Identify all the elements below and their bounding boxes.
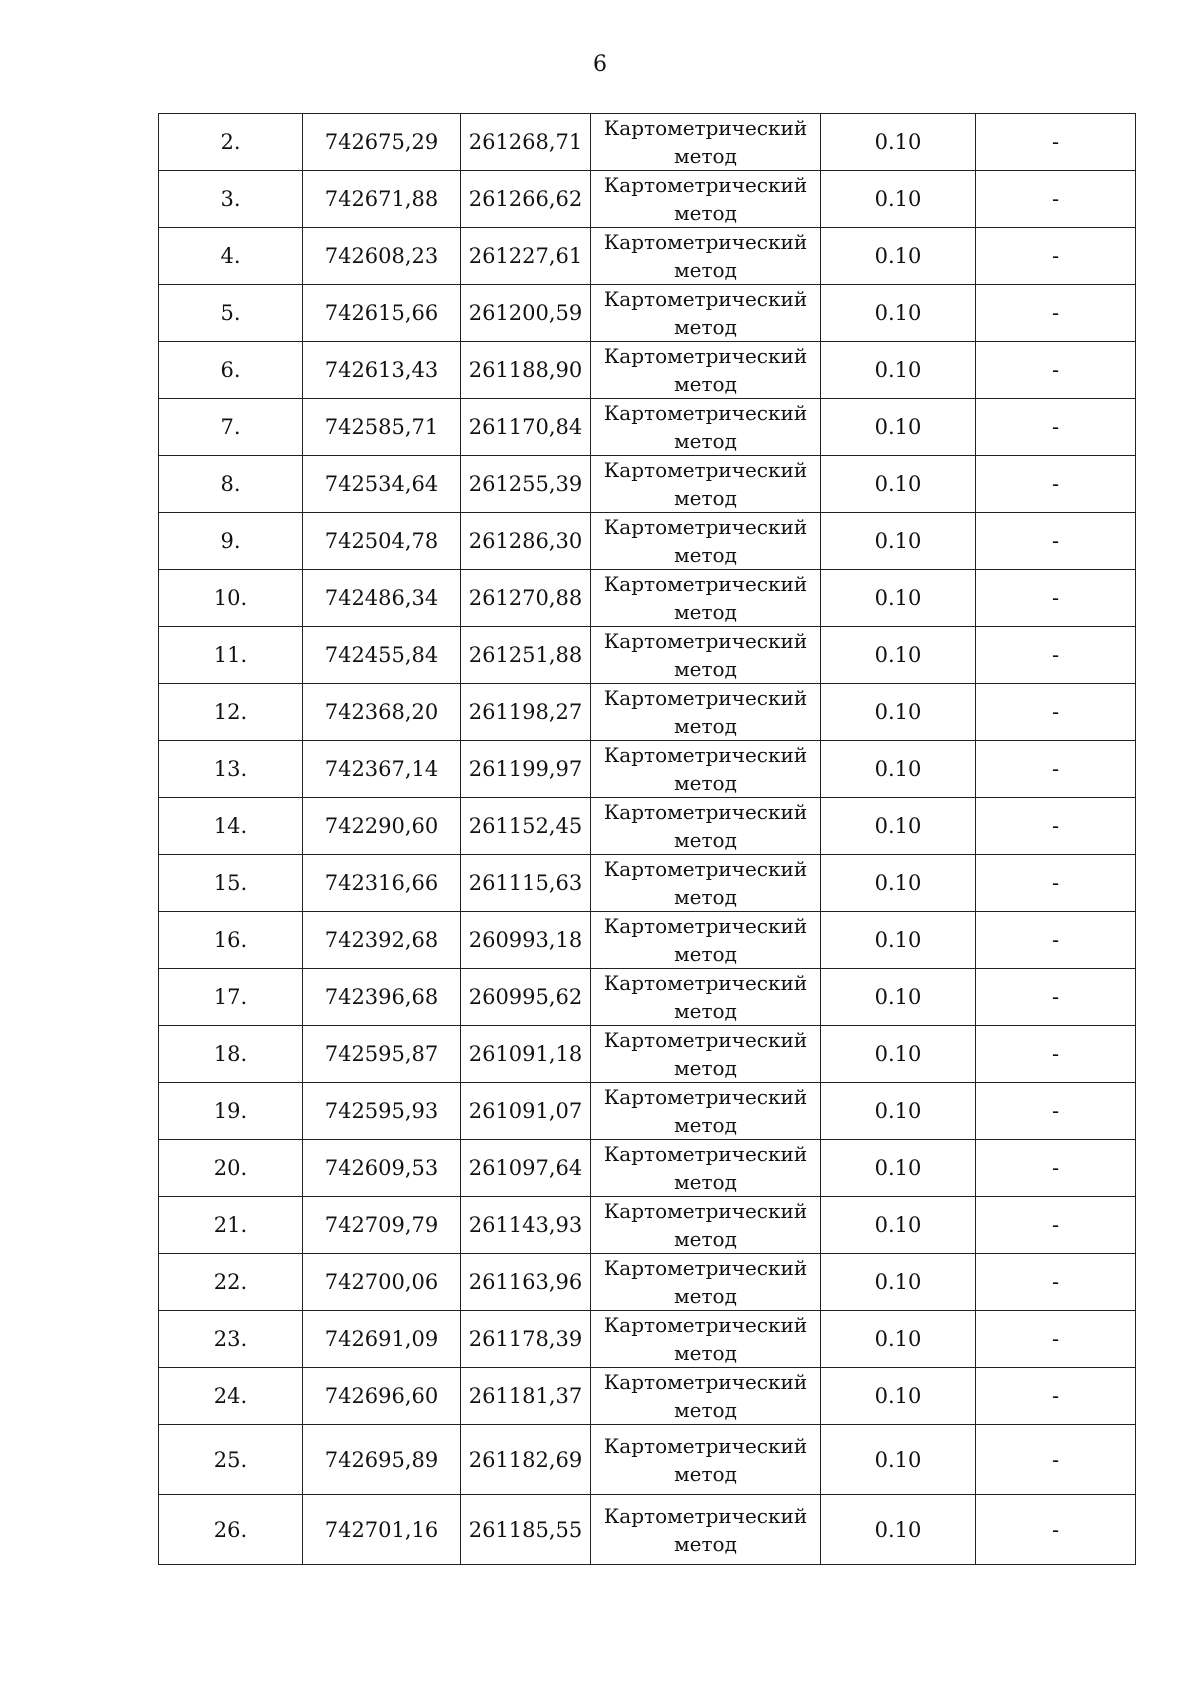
x-coordinate-cell: 742609,53 — [303, 1140, 461, 1197]
table-row — [159, 399, 1136, 456]
x-coordinate-cell: 742585,71 — [303, 399, 461, 456]
accuracy-cell: 0.10 — [821, 1425, 976, 1495]
note-cell: - — [976, 798, 1136, 855]
accuracy-cell: 0.10 — [821, 855, 976, 912]
y-coordinate-cell: 260995,62 — [461, 969, 591, 1026]
note-cell: - — [976, 114, 1136, 171]
note-cell: - — [976, 1026, 1136, 1083]
method-cell — [591, 1026, 821, 1083]
y-coordinate-cell: 261200,59 — [461, 285, 591, 342]
accuracy-cell: 0.10 — [821, 912, 976, 969]
x-coordinate-cell: 742392,68 — [303, 912, 461, 969]
method-line-2: метод — [674, 1461, 737, 1486]
table-row — [159, 285, 1136, 342]
x-coordinate-cell: 742671,88 — [303, 171, 461, 228]
method-line-1: Картометрический — [603, 116, 808, 140]
method-line-1: Картометрический — [603, 857, 808, 881]
method-line-2: метод — [674, 1341, 737, 1365]
method-cell — [591, 1254, 821, 1311]
x-coordinate-cell: 742613,43 — [303, 342, 461, 399]
note-cell: - — [976, 912, 1136, 969]
y-coordinate-cell: 261227,61 — [461, 228, 591, 285]
method-line-2: метод — [674, 258, 737, 282]
note-cell: - — [976, 399, 1136, 456]
method-line-1: Картометрический — [603, 572, 808, 596]
method-line-2: метод — [674, 714, 737, 738]
point-number-cell: 8. — [159, 456, 303, 513]
method-line-2: метод — [674, 1398, 737, 1422]
point-number-cell: 15. — [159, 855, 303, 912]
point-number-cell: 23. — [159, 1311, 303, 1368]
table-row — [159, 969, 1136, 1026]
method-cell — [591, 1425, 821, 1495]
method-cell — [591, 1083, 821, 1140]
method-line-2: метод — [674, 771, 737, 795]
method-line-1: Картометрический — [603, 1433, 808, 1458]
y-coordinate-cell: 261270,88 — [461, 570, 591, 627]
note-cell: - — [976, 855, 1136, 912]
accuracy-cell: 0.10 — [821, 342, 976, 399]
y-coordinate-cell: 261143,93 — [461, 1197, 591, 1254]
table-row — [159, 456, 1136, 513]
method-line-1: Картометрический — [603, 914, 808, 938]
table-row — [159, 570, 1136, 627]
page-number: 6 — [593, 52, 607, 77]
point-number-cell: 14. — [159, 798, 303, 855]
table-row — [159, 513, 1136, 570]
table-row — [159, 1425, 1136, 1495]
accuracy-cell: 0.10 — [821, 1495, 976, 1565]
coordinates-table-container — [158, 113, 1135, 1565]
method-line-2: метод — [674, 1227, 737, 1251]
table-row — [159, 1140, 1136, 1197]
method-line-2: метод — [674, 600, 737, 624]
x-coordinate-cell: 742700,06 — [303, 1254, 461, 1311]
method-line-1: Картометрический — [603, 1256, 808, 1280]
table-row — [159, 798, 1136, 855]
y-coordinate-cell: 261170,84 — [461, 399, 591, 456]
method-line-1: Картометрический — [603, 173, 808, 197]
table-row — [159, 342, 1136, 399]
accuracy-cell: 0.10 — [821, 741, 976, 798]
accuracy-cell: 0.10 — [821, 228, 976, 285]
x-coordinate-cell: 742608,23 — [303, 228, 461, 285]
method-line-1: Картометрический — [603, 344, 808, 368]
point-number-cell: 24. — [159, 1368, 303, 1425]
table-row — [159, 1254, 1136, 1311]
x-coordinate-cell: 742691,09 — [303, 1311, 461, 1368]
y-coordinate-cell: 261188,90 — [461, 342, 591, 399]
point-number-cell: 2. — [159, 114, 303, 171]
note-cell: - — [976, 171, 1136, 228]
method-cell — [591, 399, 821, 456]
method-cell — [591, 627, 821, 684]
method-line-1: Картометрический — [603, 1199, 808, 1223]
x-coordinate-cell: 742696,60 — [303, 1368, 461, 1425]
x-coordinate-cell: 742290,60 — [303, 798, 461, 855]
point-number-cell: 6. — [159, 342, 303, 399]
table-row — [159, 1311, 1136, 1368]
point-number-cell: 10. — [159, 570, 303, 627]
method-line-1: Картометрический — [603, 230, 808, 254]
point-number-cell: 16. — [159, 912, 303, 969]
accuracy-cell: 0.10 — [821, 456, 976, 513]
table-row — [159, 912, 1136, 969]
point-number-cell: 12. — [159, 684, 303, 741]
point-number-cell: 19. — [159, 1083, 303, 1140]
table-row — [159, 1495, 1136, 1565]
point-number-cell: 7. — [159, 399, 303, 456]
note-cell: - — [976, 456, 1136, 513]
note-cell: - — [976, 1140, 1136, 1197]
note-cell: - — [976, 741, 1136, 798]
point-number-cell: 3. — [159, 171, 303, 228]
y-coordinate-cell: 261185,55 — [461, 1495, 591, 1565]
note-cell: - — [976, 969, 1136, 1026]
method-line-1: Картометрический — [603, 515, 808, 539]
method-line-2: метод — [674, 486, 737, 510]
accuracy-cell: 0.10 — [821, 1083, 976, 1140]
note-cell: - — [976, 1495, 1136, 1565]
note-cell: - — [976, 1197, 1136, 1254]
method-cell — [591, 684, 821, 741]
method-line-2: метод — [674, 657, 737, 681]
method-line-1: Картометрический — [603, 1503, 808, 1528]
method-cell — [591, 285, 821, 342]
accuracy-cell: 0.10 — [821, 570, 976, 627]
point-number-cell: 26. — [159, 1495, 303, 1565]
y-coordinate-cell: 261091,07 — [461, 1083, 591, 1140]
x-coordinate-cell: 742368,20 — [303, 684, 461, 741]
method-cell — [591, 969, 821, 1026]
accuracy-cell: 0.10 — [821, 1140, 976, 1197]
y-coordinate-cell: 261268,71 — [461, 114, 591, 171]
x-coordinate-cell: 742595,93 — [303, 1083, 461, 1140]
table-body — [159, 114, 1136, 1565]
coordinates-table — [158, 113, 1136, 1565]
table-row — [159, 855, 1136, 912]
point-number-cell: 4. — [159, 228, 303, 285]
method-line-1: Картометрический — [603, 287, 808, 311]
y-coordinate-cell: 261286,30 — [461, 513, 591, 570]
y-coordinate-cell: 261097,64 — [461, 1140, 591, 1197]
method-line-2: метод — [674, 315, 737, 339]
note-cell: - — [976, 342, 1136, 399]
method-line-2: метод — [674, 1284, 737, 1308]
method-line-1: Картометрический — [603, 686, 808, 710]
method-cell — [591, 114, 821, 171]
accuracy-cell: 0.10 — [821, 627, 976, 684]
method-line-1: Картометрический — [603, 1085, 808, 1109]
method-line-2: метод — [674, 1056, 737, 1080]
method-line-1: Картометрический — [603, 1028, 808, 1052]
method-line-1: Картометрический — [603, 629, 808, 653]
point-number-cell: 22. — [159, 1254, 303, 1311]
y-coordinate-cell: 261163,96 — [461, 1254, 591, 1311]
method-line-2: метод — [674, 999, 737, 1023]
x-coordinate-cell: 742396,68 — [303, 969, 461, 1026]
method-cell — [591, 342, 821, 399]
method-line-2: метод — [674, 942, 737, 966]
table-row — [159, 228, 1136, 285]
accuracy-cell: 0.10 — [821, 1254, 976, 1311]
method-cell — [591, 1495, 821, 1565]
x-coordinate-cell: 742615,66 — [303, 285, 461, 342]
method-line-2: метод — [674, 429, 737, 453]
note-cell: - — [976, 513, 1136, 570]
accuracy-cell: 0.10 — [821, 684, 976, 741]
point-number-cell: 21. — [159, 1197, 303, 1254]
method-line-1: Картометрический — [603, 971, 808, 995]
note-cell: - — [976, 1254, 1136, 1311]
accuracy-cell: 0.10 — [821, 798, 976, 855]
table-row — [159, 1083, 1136, 1140]
accuracy-cell: 0.10 — [821, 513, 976, 570]
y-coordinate-cell: 261115,63 — [461, 855, 591, 912]
method-cell — [591, 1197, 821, 1254]
x-coordinate-cell: 742595,87 — [303, 1026, 461, 1083]
method-cell — [591, 171, 821, 228]
y-coordinate-cell: 261255,39 — [461, 456, 591, 513]
method-cell — [591, 456, 821, 513]
y-coordinate-cell: 261199,97 — [461, 741, 591, 798]
point-number-cell: 9. — [159, 513, 303, 570]
method-line-2: метод — [674, 1170, 737, 1194]
method-line-2: метод — [674, 543, 737, 567]
y-coordinate-cell: 261198,27 — [461, 684, 591, 741]
method-line-2: метод — [674, 201, 737, 225]
method-cell — [591, 513, 821, 570]
note-cell: - — [976, 684, 1136, 741]
method-line-1: Картометрический — [603, 401, 808, 425]
point-number-cell: 18. — [159, 1026, 303, 1083]
table-row — [159, 741, 1136, 798]
point-number-cell: 11. — [159, 627, 303, 684]
method-line-1: Картометрический — [603, 1142, 808, 1166]
accuracy-cell: 0.10 — [821, 1368, 976, 1425]
point-number-cell: 20. — [159, 1140, 303, 1197]
point-number-cell: 13. — [159, 741, 303, 798]
x-coordinate-cell: 742709,79 — [303, 1197, 461, 1254]
y-coordinate-cell: 261152,45 — [461, 798, 591, 855]
accuracy-cell: 0.10 — [821, 1197, 976, 1254]
x-coordinate-cell: 742367,14 — [303, 741, 461, 798]
accuracy-cell: 0.10 — [821, 1311, 976, 1368]
method-line-1: Картометрический — [603, 743, 808, 767]
y-coordinate-cell: 261091,18 — [461, 1026, 591, 1083]
point-number-cell: 5. — [159, 285, 303, 342]
method-line-2: метод — [674, 1113, 737, 1137]
table-row — [159, 1197, 1136, 1254]
method-cell — [591, 912, 821, 969]
note-cell: - — [976, 1311, 1136, 1368]
table-row — [159, 1026, 1136, 1083]
method-cell — [591, 1368, 821, 1425]
accuracy-cell: 0.10 — [821, 114, 976, 171]
method-line-2: метод — [674, 828, 737, 852]
y-coordinate-cell: 261266,62 — [461, 171, 591, 228]
note-cell: - — [976, 570, 1136, 627]
method-line-1: Картометрический — [603, 1313, 808, 1337]
table-row — [159, 627, 1136, 684]
method-cell — [591, 1140, 821, 1197]
table-row — [159, 1368, 1136, 1425]
y-coordinate-cell: 261182,69 — [461, 1425, 591, 1495]
method-cell — [591, 570, 821, 627]
note-cell: - — [976, 1425, 1136, 1495]
x-coordinate-cell: 742486,34 — [303, 570, 461, 627]
table-row — [159, 114, 1136, 171]
method-line-2: метод — [674, 144, 737, 168]
note-cell: - — [976, 285, 1136, 342]
x-coordinate-cell: 742455,84 — [303, 627, 461, 684]
y-coordinate-cell: 261181,37 — [461, 1368, 591, 1425]
method-cell — [591, 228, 821, 285]
accuracy-cell: 0.10 — [821, 399, 976, 456]
x-coordinate-cell: 742316,66 — [303, 855, 461, 912]
y-coordinate-cell: 261251,88 — [461, 627, 591, 684]
method-cell — [591, 855, 821, 912]
method-line-2: метод — [674, 372, 737, 396]
point-number-cell: 25. — [159, 1425, 303, 1495]
method-cell — [591, 741, 821, 798]
table-row — [159, 684, 1136, 741]
method-line-1: Картометрический — [603, 458, 808, 482]
point-number-cell: 17. — [159, 969, 303, 1026]
accuracy-cell: 0.10 — [821, 1026, 976, 1083]
method-line-2: метод — [674, 1531, 737, 1556]
method-line-1: Картометрический — [603, 1370, 808, 1394]
table-row — [159, 171, 1136, 228]
accuracy-cell: 0.10 — [821, 171, 976, 228]
method-cell — [591, 798, 821, 855]
note-cell: - — [976, 228, 1136, 285]
y-coordinate-cell: 260993,18 — [461, 912, 591, 969]
note-cell: - — [976, 1368, 1136, 1425]
note-cell: - — [976, 1083, 1136, 1140]
x-coordinate-cell: 742701,16 — [303, 1495, 461, 1565]
note-cell: - — [976, 627, 1136, 684]
x-coordinate-cell: 742534,64 — [303, 456, 461, 513]
x-coordinate-cell: 742695,89 — [303, 1425, 461, 1495]
method-line-1: Картометрический — [603, 800, 808, 824]
y-coordinate-cell: 261178,39 — [461, 1311, 591, 1368]
accuracy-cell: 0.10 — [821, 285, 976, 342]
accuracy-cell: 0.10 — [821, 969, 976, 1026]
method-cell — [591, 1311, 821, 1368]
x-coordinate-cell: 742675,29 — [303, 114, 461, 171]
x-coordinate-cell: 742504,78 — [303, 513, 461, 570]
method-line-2: метод — [674, 885, 737, 909]
